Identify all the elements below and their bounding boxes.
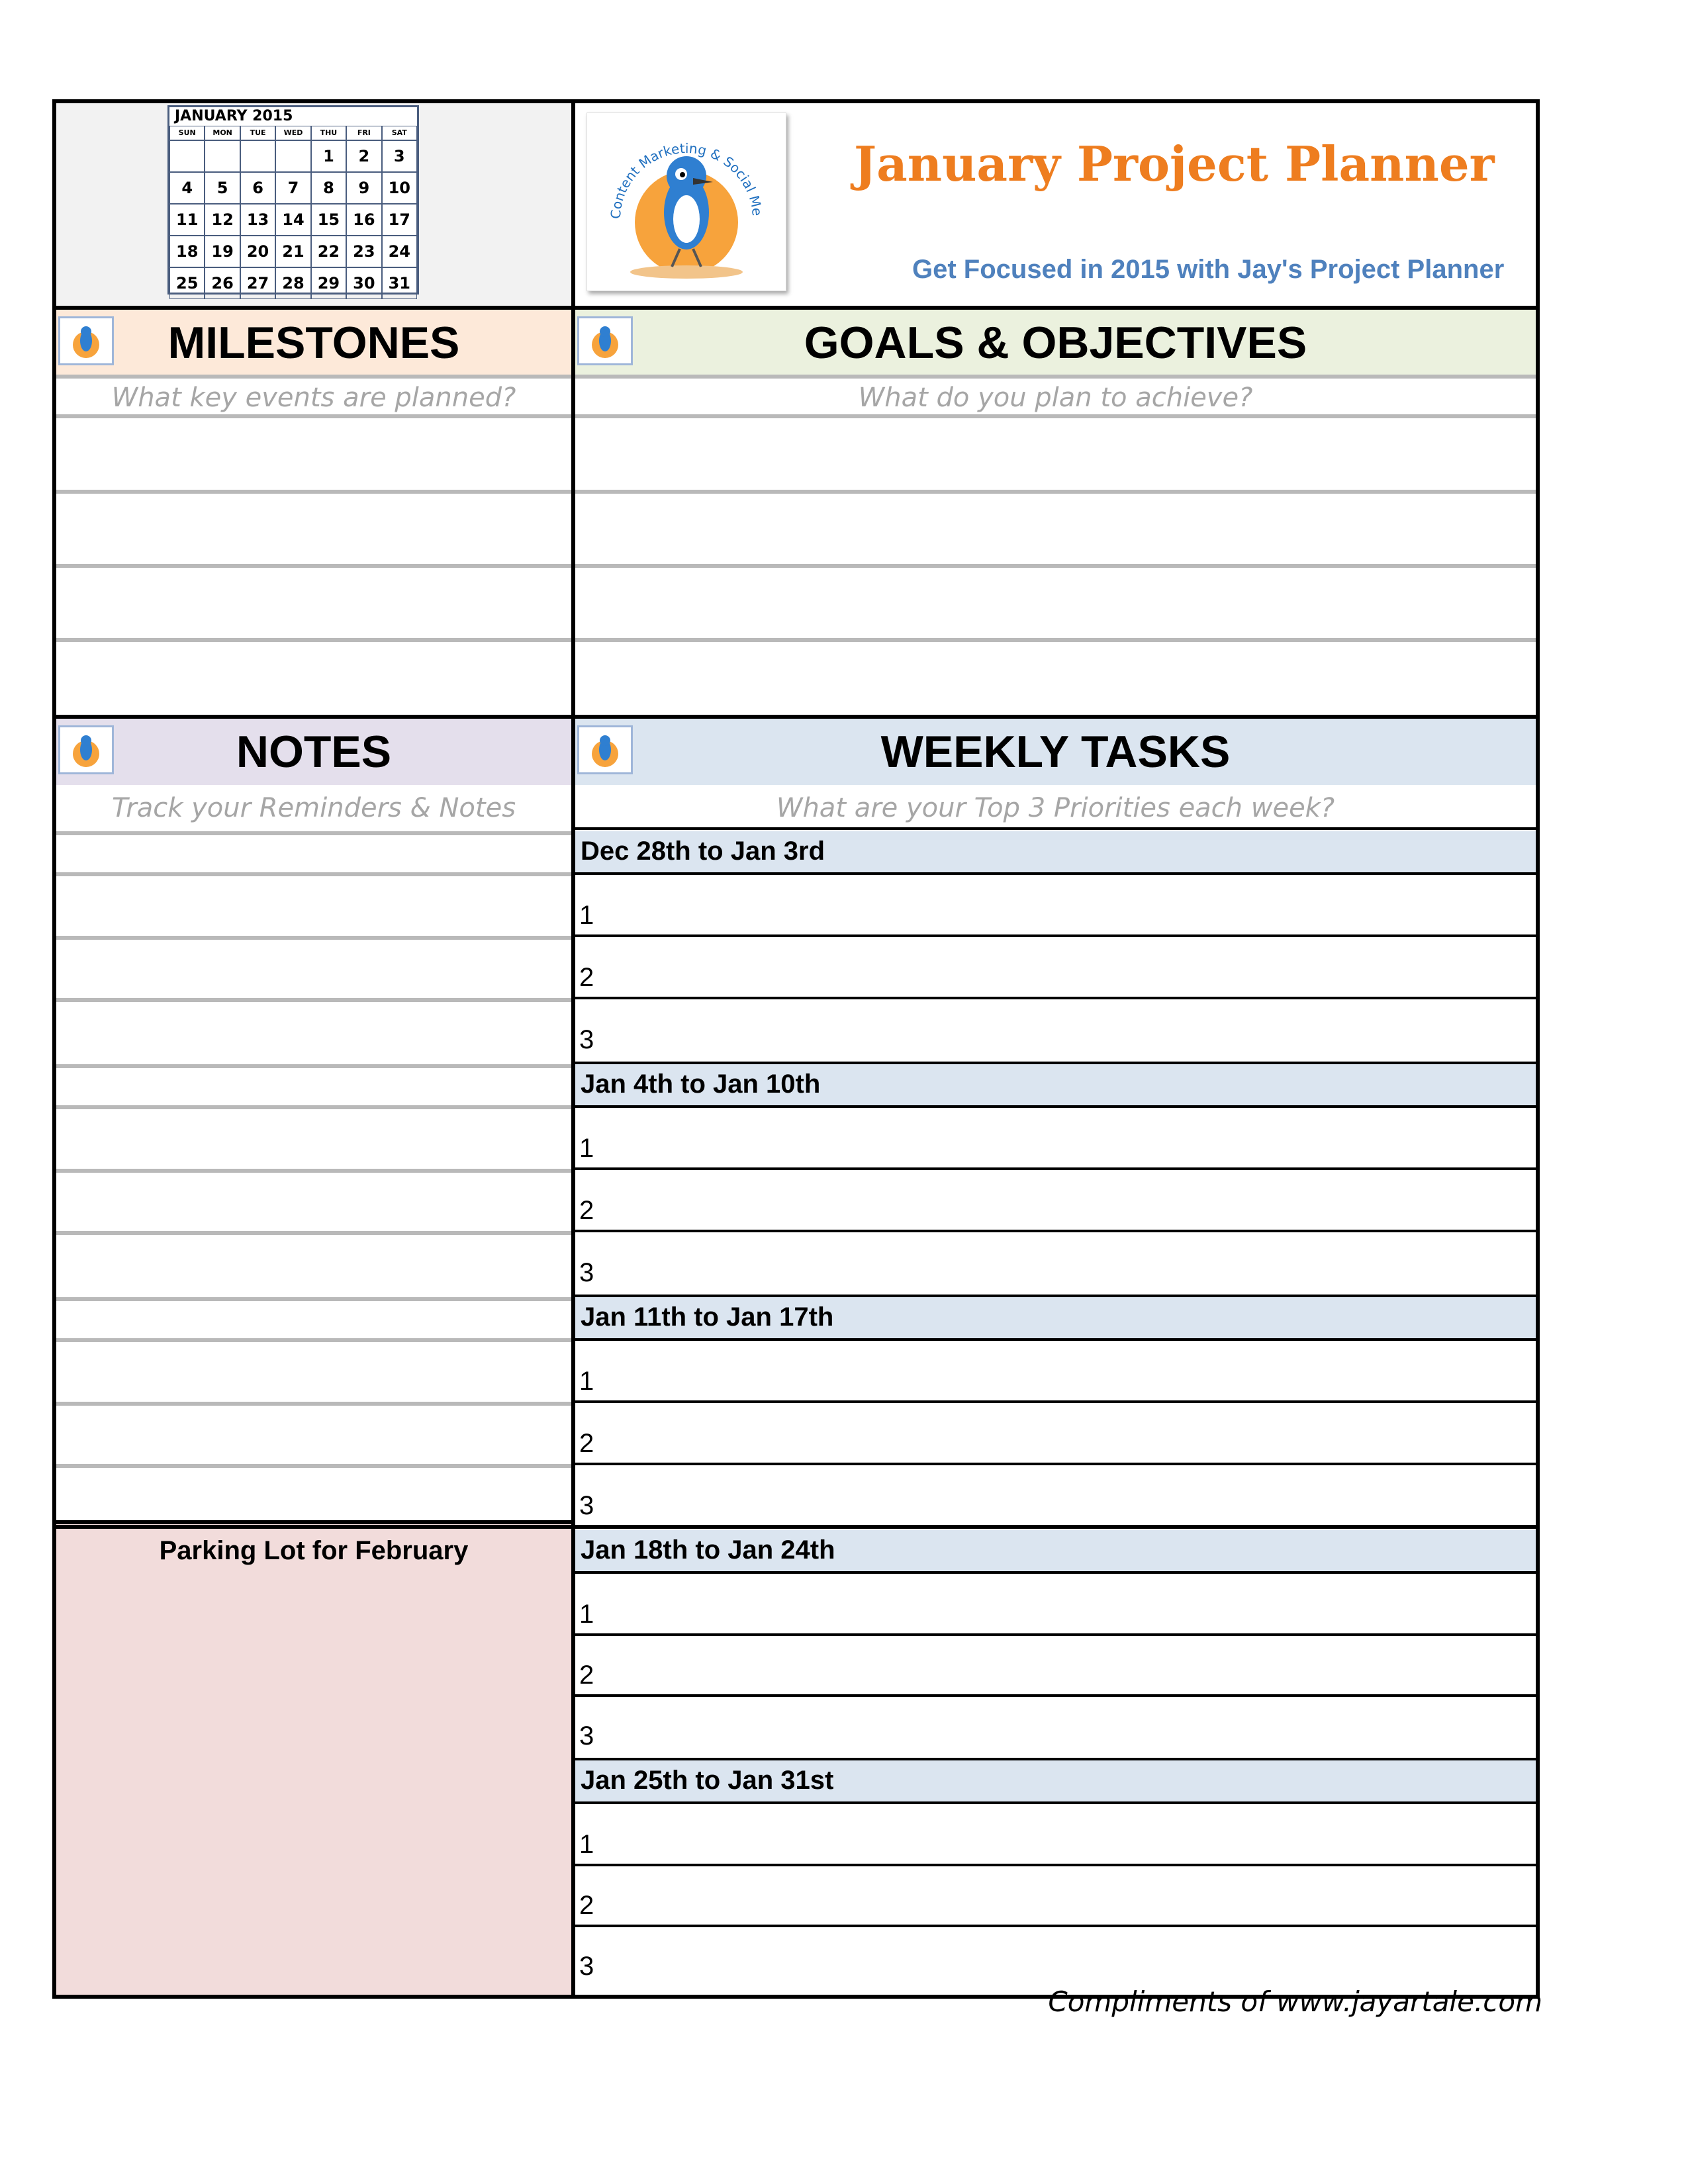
divider	[575, 1571, 1536, 1574]
calendar-day: 20	[240, 236, 275, 267]
calendar-day: 12	[205, 204, 240, 236]
divider	[575, 997, 1536, 999]
calendar-day: 16	[346, 204, 381, 236]
goals-heading: GOALS & OBJECTIVES	[804, 318, 1307, 368]
calendar-day: 14	[275, 204, 310, 236]
divider	[575, 1694, 1536, 1697]
calendar-day-name: WED	[275, 126, 310, 140]
goals-logo-icon	[577, 316, 633, 365]
notes-hint: Track your Reminders & Notes	[111, 793, 516, 823]
task-row[interactable]: 1	[579, 1830, 594, 1859]
task-row[interactable]: 2	[579, 1891, 594, 1920]
task-row[interactable]: 2	[579, 1429, 594, 1458]
calendar-day: 23	[346, 236, 381, 267]
week-header: Dec 28th to Jan 3rd	[575, 831, 1536, 872]
page-title: January Project Planner	[854, 136, 1495, 192]
divider	[56, 414, 1536, 418]
calendar-day: 4	[169, 172, 205, 204]
divider	[575, 1758, 1536, 1760]
divider	[56, 375, 1536, 379]
calendar-day: 7	[275, 172, 310, 204]
task-row[interactable]: 2	[579, 1661, 594, 1690]
task-row[interactable]: 3	[579, 1491, 594, 1520]
weekly-logo-icon	[577, 725, 633, 774]
week-header: Jan 11th to Jan 17th	[575, 1297, 1536, 1338]
calendar-day: 28	[275, 267, 310, 299]
calendar-day: 30	[346, 267, 381, 299]
calendar-day: 31	[382, 267, 417, 299]
parking-divider	[52, 1520, 571, 1524]
week-divider	[52, 1525, 1540, 1529]
calendar-day: 1	[311, 140, 346, 172]
milestones-heading: MILESTONES	[167, 318, 460, 368]
page-subtitle: Get Focused in 2015 with Jay's Project Planner	[912, 255, 1505, 284]
divider	[575, 1230, 1536, 1232]
task-row[interactable]: 3	[579, 1952, 594, 1981]
mini-calendar	[167, 105, 419, 295]
goals-hint: What do you plan to achieve?	[858, 383, 1253, 413]
calendar-day	[240, 140, 275, 172]
calendar-day: 27	[240, 267, 275, 299]
calendar-day-name: FRI	[346, 126, 381, 140]
divider	[575, 827, 1536, 830]
notes-header	[56, 719, 571, 785]
calendar-day: 10	[382, 172, 417, 204]
task-row[interactable]: 1	[579, 901, 594, 930]
parking-lot-area[interactable]	[56, 1524, 571, 1995]
goals-header	[575, 310, 1536, 376]
calendar-day-name: SUN	[169, 126, 205, 140]
calendar-day: 22	[311, 236, 346, 267]
week-header: Jan 4th to Jan 10th	[575, 1064, 1536, 1105]
divider	[575, 934, 1536, 937]
calendar-day	[275, 140, 310, 172]
calendar-day: 2	[346, 140, 381, 172]
task-row[interactable]: 2	[579, 963, 594, 992]
logo-ring-text: Content Marketing & Social Me	[607, 140, 765, 220]
calendar-day: 11	[169, 204, 205, 236]
divider	[575, 872, 1536, 875]
task-row[interactable]: 3	[579, 1721, 594, 1751]
divider	[575, 1338, 1536, 1341]
calendar-day-name: SAT	[382, 126, 417, 140]
parking-lot-label: Parking Lot for February	[159, 1536, 469, 1565]
divider	[575, 1925, 1536, 1927]
divider	[575, 1463, 1536, 1465]
calendar-day-name: THU	[311, 126, 346, 140]
calendar-day: 26	[205, 267, 240, 299]
notes-entry-area[interactable]	[56, 835, 571, 1520]
notes-logo-icon	[58, 725, 114, 774]
milestones-hint: What key events are planned?	[111, 383, 516, 413]
calendar-title: JANUARY 2015	[175, 108, 293, 124]
center-divider	[571, 99, 575, 1999]
calendar-day: 24	[382, 236, 417, 267]
calendar-day: 8	[311, 172, 346, 204]
calendar-day	[205, 140, 240, 172]
calendar-day: 19	[205, 236, 240, 267]
calendar-day: 6	[240, 172, 275, 204]
bird-logo-icon	[587, 113, 786, 291]
divider	[56, 564, 1536, 568]
calendar-day: 17	[382, 204, 417, 236]
company-logo	[586, 113, 786, 291]
calendar-grid	[169, 126, 417, 299]
calendar-day: 13	[240, 204, 275, 236]
task-row[interactable]: 1	[579, 1367, 594, 1396]
calendar-day: 15	[311, 204, 346, 236]
divider	[575, 1295, 1536, 1297]
calendar-day: 29	[311, 267, 346, 299]
weekly-header	[575, 719, 1536, 785]
calendar-day: 3	[382, 140, 417, 172]
divider	[575, 1105, 1536, 1108]
notes-heading: NOTES	[236, 727, 392, 777]
task-row[interactable]: 1	[579, 1600, 594, 1629]
footer-credit: Compliments of www.jayartale.com	[1048, 1985, 1542, 2018]
milestones-logo-icon	[58, 316, 114, 365]
divider	[56, 638, 1536, 642]
calendar-day: 18	[169, 236, 205, 267]
divider	[56, 490, 1536, 494]
divider	[575, 1633, 1536, 1636]
divider	[575, 1864, 1536, 1866]
milestones-header	[56, 310, 571, 376]
weekly-heading: WEEKLY TASKS	[880, 727, 1231, 777]
week-header: Jan 18th to Jan 24th	[575, 1530, 1536, 1571]
weekly-hint: What are your Top 3 Priorities each week?	[776, 793, 1335, 823]
task-row[interactable]: 2	[579, 1196, 594, 1225]
calendar-day: 21	[275, 236, 310, 267]
calendar-day-name: TUE	[240, 126, 275, 140]
divider	[575, 1400, 1536, 1403]
calendar-day: 25	[169, 267, 205, 299]
task-row[interactable]: 3	[579, 1258, 594, 1287]
calendar-day	[169, 140, 205, 172]
week-header: Jan 25th to Jan 31st	[575, 1760, 1536, 1801]
header-divider	[52, 306, 1540, 310]
calendar-day: 9	[346, 172, 381, 204]
calendar-day-name: MON	[205, 126, 240, 140]
task-row[interactable]: 1	[579, 1134, 594, 1163]
divider	[575, 1167, 1536, 1170]
divider	[575, 1801, 1536, 1804]
section-divider	[52, 715, 1540, 719]
divider	[575, 1062, 1536, 1064]
task-row[interactable]: 3	[579, 1025, 594, 1054]
calendar-day: 5	[205, 172, 240, 204]
